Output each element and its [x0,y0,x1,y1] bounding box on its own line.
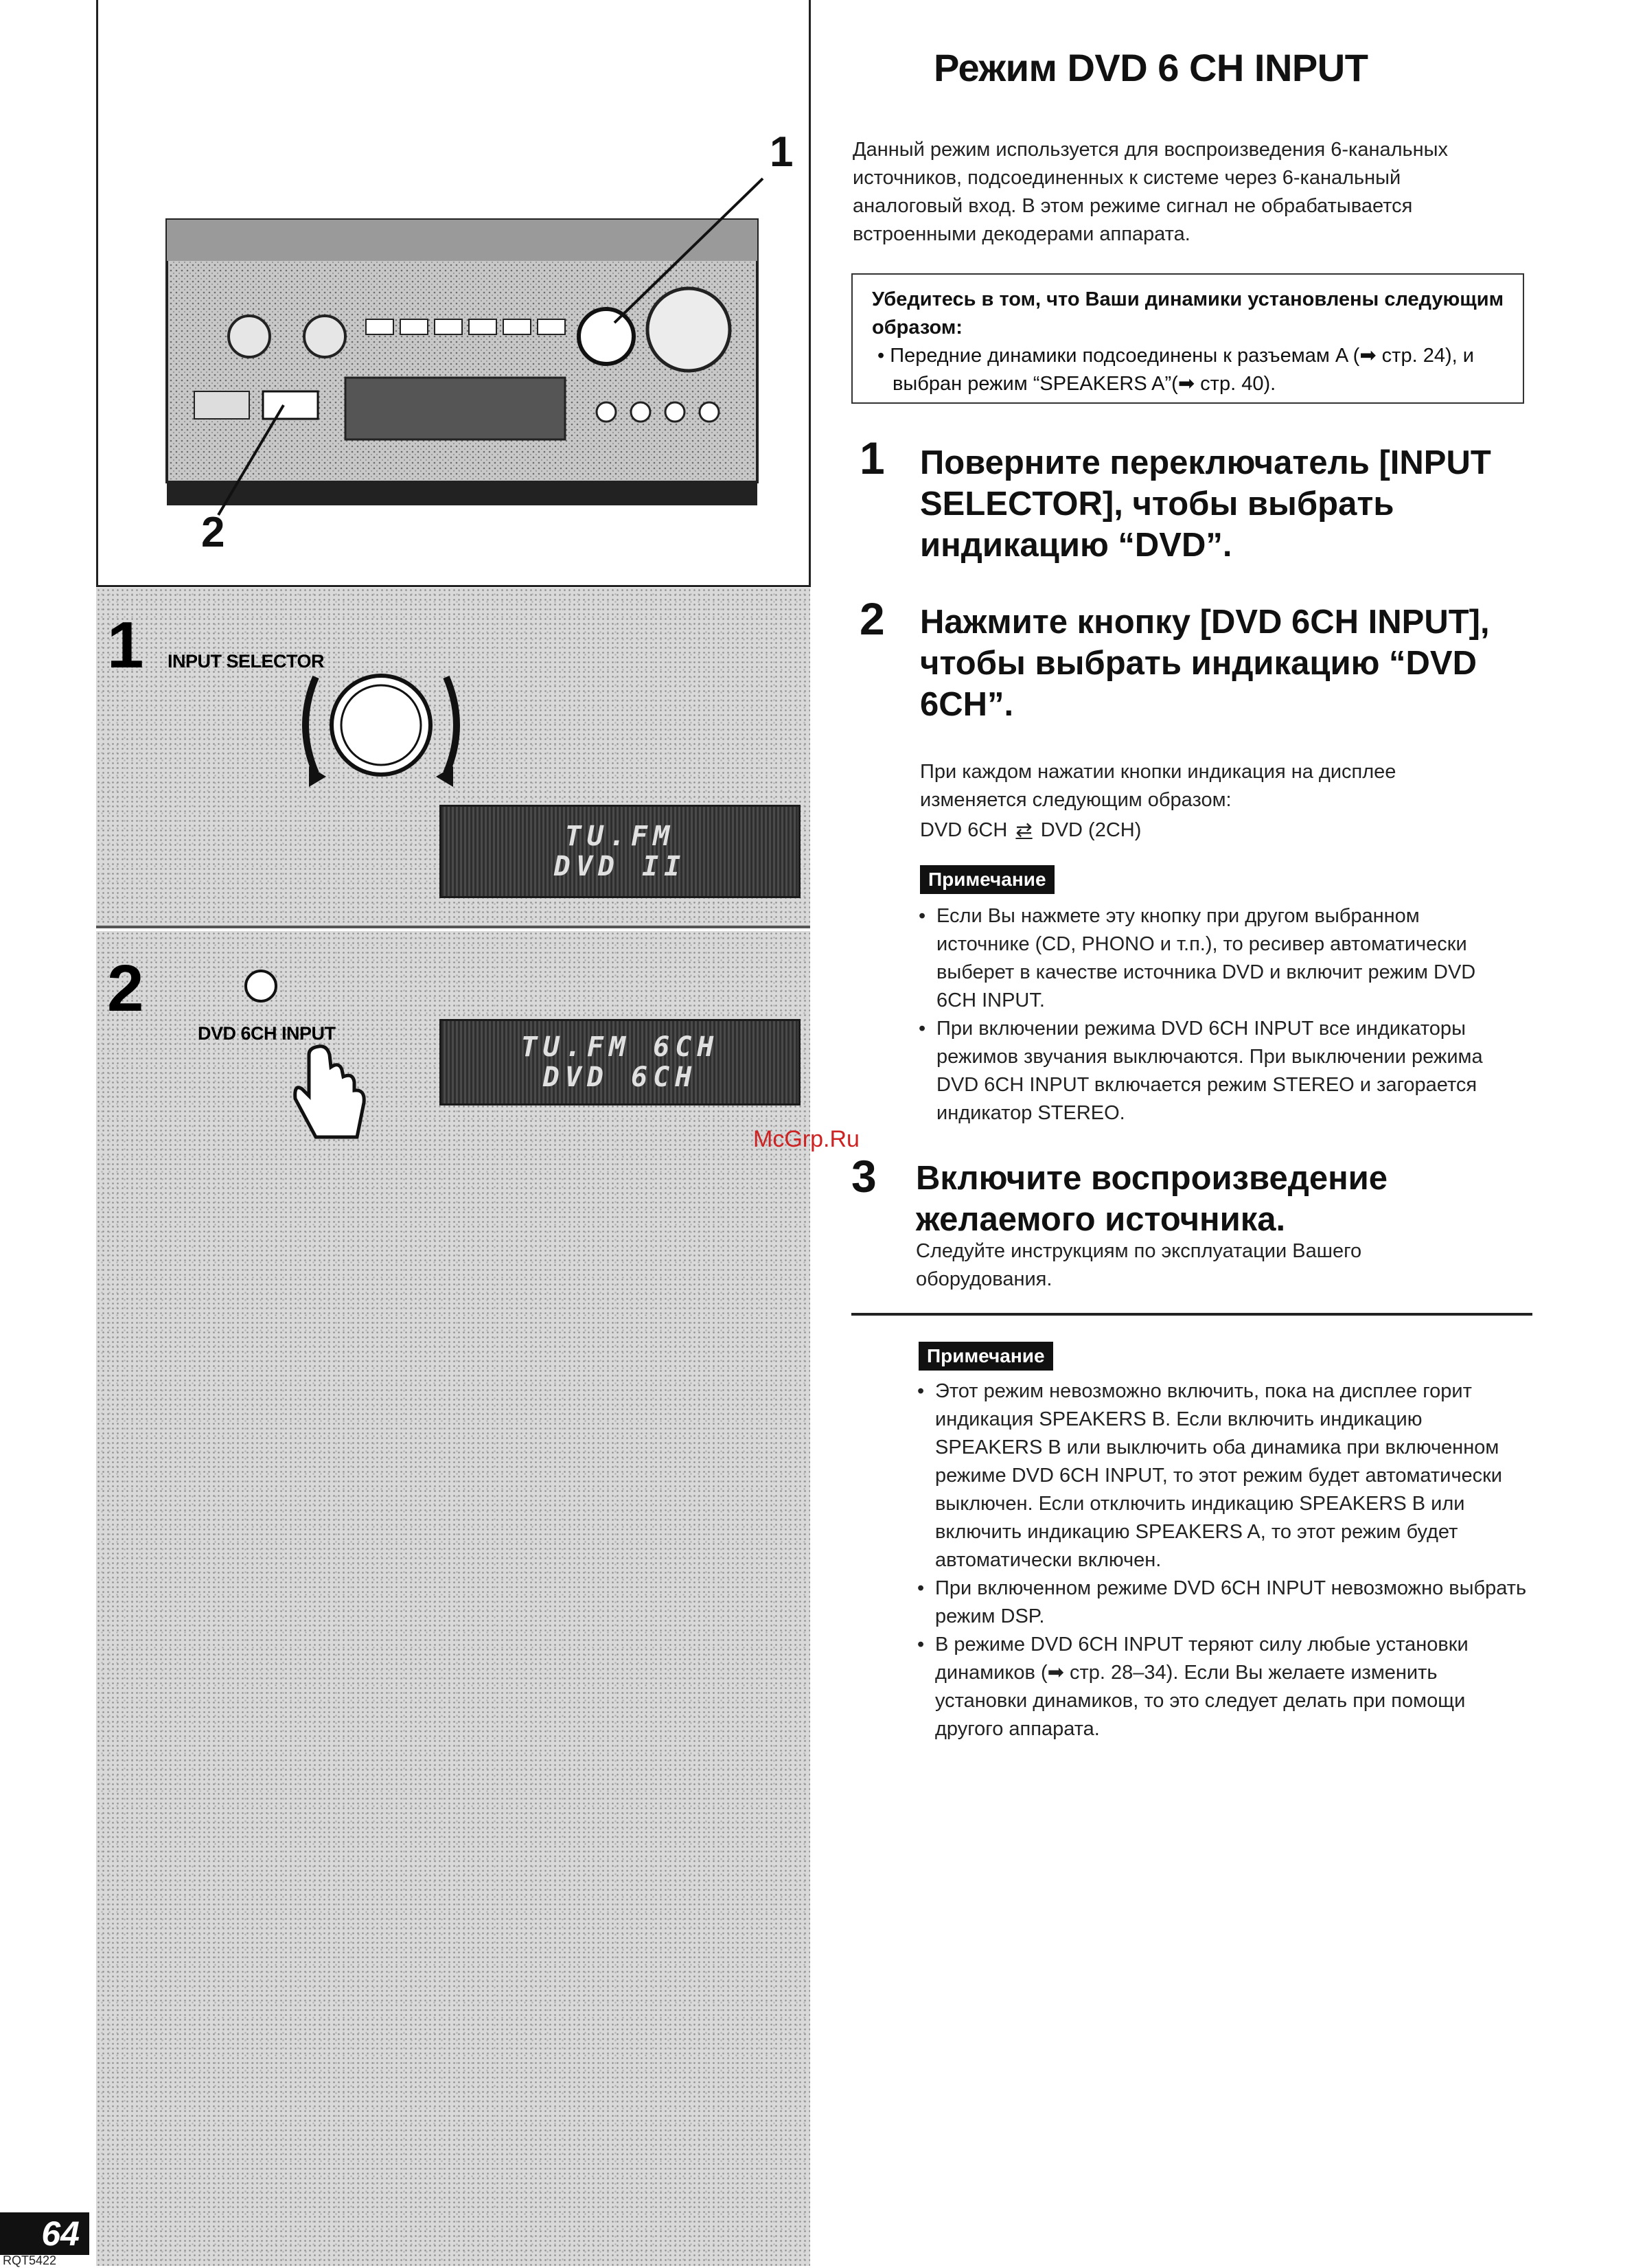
volume-knob [647,288,730,371]
receiver-base [167,481,757,505]
display-toggle-sequence [920,816,1141,845]
display-line-1: TU.FM [564,821,676,852]
note-item: • При включенном режиме DVD 6CH INPUT невозможно выбрать режим DSP. [916,1574,1534,1631]
step-2-description: При каждом нажатии кнопки индикация на дисплее изменяется следующим образом: [920,761,1396,811]
page-number: 64 [0,2212,89,2255]
pointing-hand-icon [288,1041,378,1151]
panel-step-number: 1 [107,608,144,682]
step-number-3: 3 [851,1151,877,1202]
speaker-check-box [851,273,1524,404]
check-box-title: Убедитесь в том, что Ваши динамики установлены следующим образом: [872,288,1504,339]
step-heading-1: Поверните переключатель [INPUT SELECTOR], чтобы выбрать индикацию “DVD”. [920,444,1491,564]
toggle-to: DVD (2CH) [1040,819,1142,841]
dvd-6ch-button-area [263,391,318,419]
receiver-top-strip [167,220,757,261]
watermark: McGrp.Ru [753,1126,860,1152]
jack-2 [631,402,650,422]
callout-number-1: 1 [770,128,794,176]
small-knob-middle [304,316,345,357]
small-knob-left [229,316,270,357]
step-3-description: Следуйте инструкциям по эксплуатации Вашего оборудования. [916,1240,1362,1290]
jack-4 [700,402,719,422]
dvd-6ch-button-icon [240,965,281,1007]
input-selector-knob [579,309,634,364]
note-label-2: Примечание [919,1342,1053,1371]
input-selector-dial [288,656,474,794]
step-heading-2: Нажмите кнопку [DVD 6CH INPUT], чтобы выбрать индикацию “DVD 6CH”. [920,604,1490,723]
page-title: Режим DVD 6 CH INPUT [934,46,1368,89]
note-item: • В режиме DVD 6CH INPUT теряют силу любые установки динамиков (➡ стр. 28–34). Если Вы желаете изменить установки динамиков, то это следует делать при помощи другого аппарата. [916,1631,1534,1743]
panel-step-number: 2 [107,952,144,1025]
step-number-1: 1 [860,433,885,483]
note-list-1 [917,902,1508,1127]
toggle-from: DVD 6CH [920,819,1008,841]
receiver-front-panel-figure [96,0,811,587]
receiver-illustration [98,0,809,585]
display-line-1: TU.FM 6CH [520,1031,720,1063]
phones-jack-area [194,391,249,419]
jack-1 [597,402,616,422]
front-display [345,378,565,439]
figure-panel-step-2 [96,931,810,2266]
intro-paragraph: Данный режим используется для воспроизведения 6-канальных источников, подсоединенных к системе через 6-канальный аналоговый вход. В этом режиме сигнал не обрабатывается встроенными декодерами аппарата. [853,139,1449,245]
dvd-6ch-input-label: DVD 6CH INPUT [198,1023,336,1044]
note-item: • Если Вы нажмете эту кнопку при другом выбранном источнике (CD, PHONO и т.п.), то ресивер автоматически выберет в качестве источника DVD и включит режим DVD 6CH INPUT. [917,902,1508,1015]
note-label-1: Примечание [920,865,1055,894]
section-divider [851,1313,1532,1316]
left-illustration-column [96,0,810,2266]
note-list-2 [916,1377,1534,1743]
document-code: RQT5422 [3,2254,57,2267]
input-selector-label: INPUT SELECTOR [168,651,325,672]
display-panel-1 [439,805,801,898]
step-heading-3: Включите воспроизведение желаемого источника. [916,1160,1388,1238]
note-item: • При включении режима DVD 6CH INPUT все индикаторы режимов звучания выключаются. При выключении режима DVD 6CH INPUT включается режим STEREO и загорается индикатор STEREO. [917,1015,1508,1127]
callout-number-2: 2 [201,509,225,556]
check-box-item: • Передние динамики подсоединены к разъемам A (➡ стр. 24), и выбран режим “SPEAKERS A”(➡ стр. 40). [877,345,1474,395]
display-panel-2 [439,1019,801,1106]
toggle-arrow-icon: ⇄ [1015,818,1033,841]
display-line-2: DVD 6CH [542,1062,698,1093]
display-line-2: DVD II [553,851,687,882]
step-number-2: 2 [860,593,885,644]
check-box-item-text: Передние динамики подсоединены к разъемам A (➡ стр. 24), и выбран режим “SPEAKERS A”(➡ стр. 40). [890,345,1474,395]
note-item: • Этот режим невозможно включить, пока на дисплее горит индикация SPEAKERS B. Если включить индикацию SPEAKERS B или выключить оба динамика при включенном режиме DVD 6CH INPUT, то этот режим будет автоматически выключен. Если отключить индикацию SPEAKERS B или включить индикацию SPEAKERS A, то этот режим будет автоматически включен. [916,1377,1534,1574]
figure-panel-step-1 [96,588,810,928]
jack-3 [665,402,684,422]
